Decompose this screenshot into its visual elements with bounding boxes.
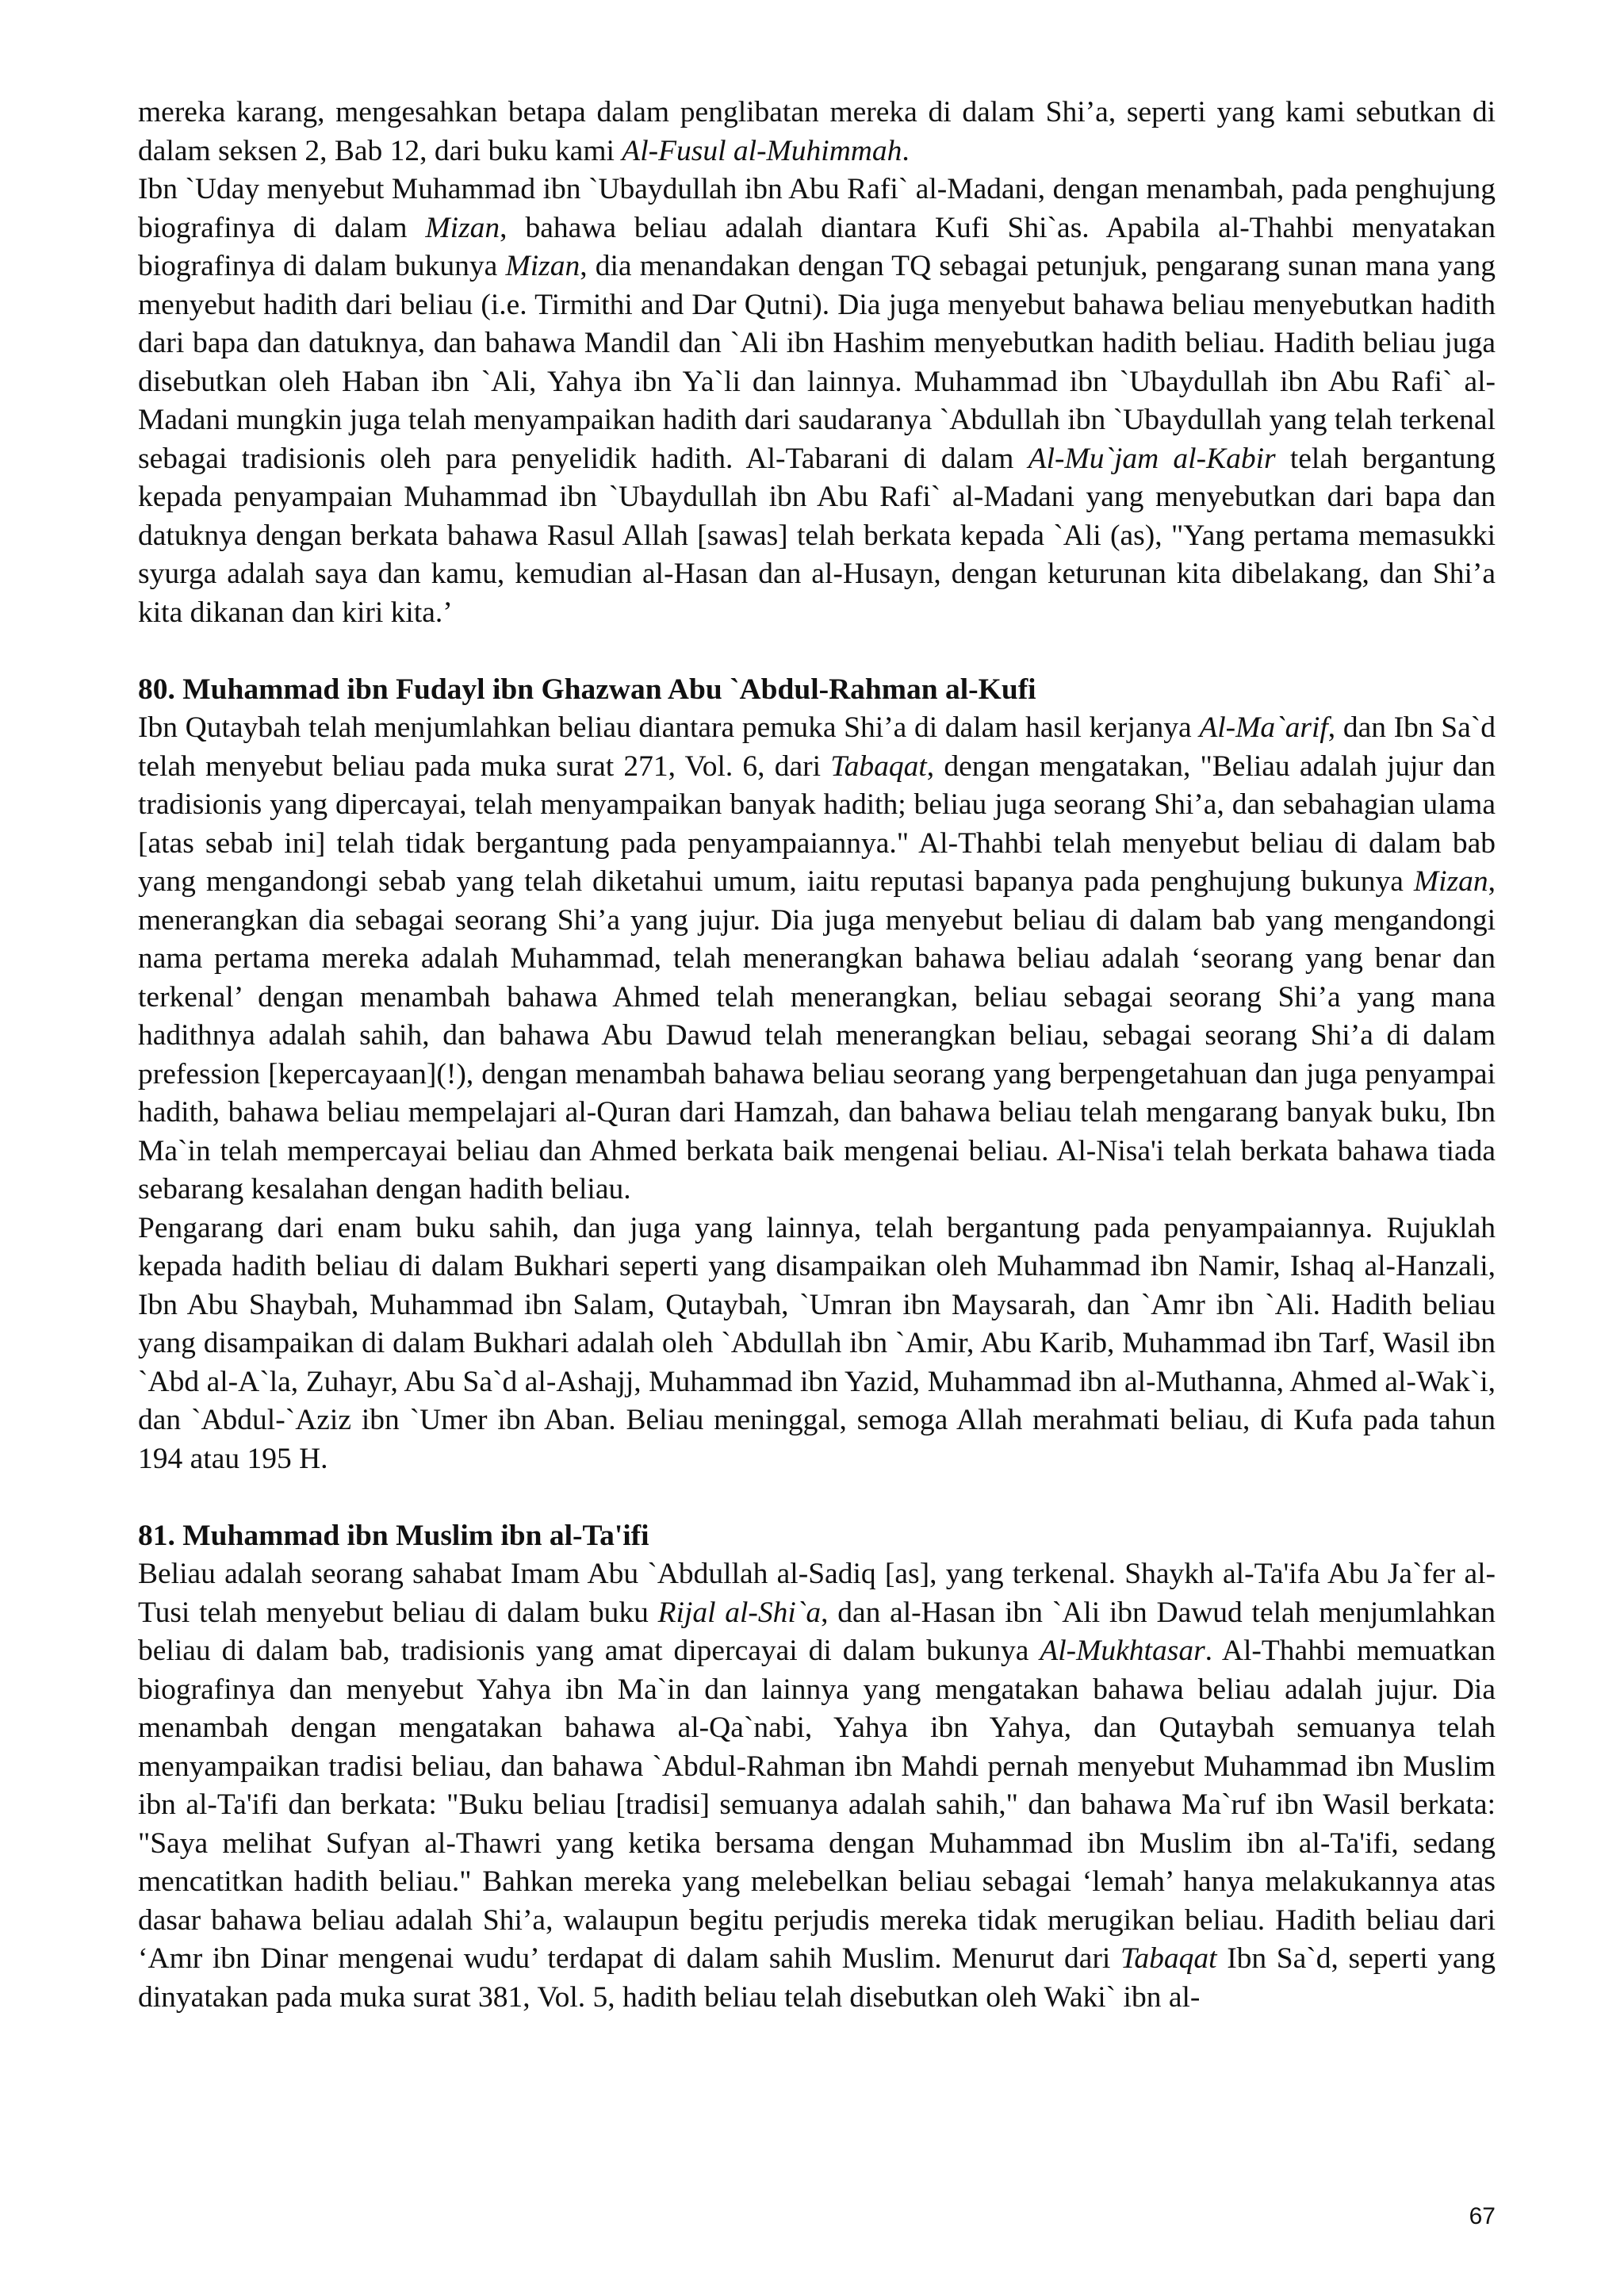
- section-heading-80: 80. Muhammad ibn Fudayl ibn Ghazwan Abu `Abdul-Rahman al-Kufi: [138, 673, 1036, 706]
- text-run: Pengarang dari enam buku sahih, dan juga yang lainnya, telah bergantung pada penyampaiannya. Rujuklah kepada hadith beliau di dalam Bukhari seperti yang disampaikan oleh Muhammad ibn Namir, Ishaq al-Hanzali, Ibn Abu Shaybah, Muhammad ibn Salam, Qutaybah, `Umran ibn Maysarah, dan `Amr ibn `Ali. Hadith beliau yang disampaikan di dalam Bukhari adalah oleh `Abdullah ibn `Amir, Abu Karib, Muhammad ibn Tarf, Wasil ibn `Abd al-A`la, Zuhayr, Abu Sa`d al-Ashajj, Muhammad ibn Yazid, Muhammad ibn al-Muthanna, Ahmed al-Wak`i, dan `Abdul-`Aziz ibn `Umer ibn Aban. Beliau meninggal, semoga Allah merahmati beliau, di Kufa pada tahun 194 atau 195 H.: [138, 1211, 1496, 1475]
- paragraph: [138, 171, 1496, 632]
- italic-title: Al-Fusul al-Muhimmah: [622, 134, 902, 167]
- italic-title: Mizan: [1413, 865, 1488, 898]
- text-run: , bahawa beliau adalah diantara Kufi Shi`as. Apabila al-Thahbi menyatakan biografinya di dalam bukunya: [138, 211, 1496, 282]
- paragraph: [138, 1209, 1496, 1479]
- document-body: [138, 94, 1496, 2017]
- text-run: Ibn Sa`d, seperti yang dinyatakan pada muka surat 381, Vol. 5, hadith beliau telah disebutkan oleh Waki` ibn al-: [138, 1942, 1496, 2014]
- italic-title: Al-Ma`arif: [1199, 711, 1328, 744]
- text-run: . Al-Thahbi memuatkan biografinya dan menyebut Yahya ibn Ma`in dan lainnya yang mengatakan bahawa beliau adalah jujur. Dia menambah dengan mengatakan bahawa al-Qa`nabi, Yahya ibn Yahya, dan Qutaybah semuanya telah menyampaikan tradisi beliau, dan bahawa `Abdul-Rahman ibn Mahdi pernah menyebut Muhammad ibn Muslim ibn al-Ta'ifi dan berkata: "Buku beliau [tradisi] semuanya adalah sahih," dan bahawa Ma`ruf ibn Wasil berkata: "Saya melihat Sufyan al-Thawri yang ketika bersama dengan Muhammad ibn Muslim ibn al-Ta'ifi, sedang mencatitkan hadith beliau." Bahkan mereka yang melebelkan beliau sebagai ‘lemah’ hanya melakukannya atas dasar bahawa beliau adalah Shi’a, walaupun begitu perjudis mereka tidak merugikan beliau. Hadith beliau dari ‘Amr ibn Dinar mengenai wudu’ terdapat di dalam sahih Muslim. Menurut dari: [138, 1635, 1496, 1975]
- text-run: , dan al-Hasan ibn `Ali ibn Dawud telah menjumlahkan beliau di dalam bab, tradisionis yang amat dipercayai di dalam bukunya: [138, 1596, 1496, 1667]
- text-run: .: [902, 134, 910, 167]
- section-81-body: [138, 1555, 1496, 2017]
- italic-title: Mizan: [425, 211, 500, 244]
- text-run: , dan Ibn Sa`d telah menyebut beliau pada muka surat 271, Vol. 6, dari: [138, 711, 1496, 783]
- italic-title: Al-Mukhtasar: [1040, 1635, 1205, 1667]
- intro-text: [138, 94, 1496, 632]
- text-run: mereka karang, mengesahkan betapa dalam penglibatan mereka di dalam Shi’a, seperti yang kami sebutkan di dalam seksen 2, Bab 12, dari buku kami: [138, 96, 1496, 167]
- page-number: 67: [1469, 2203, 1496, 2229]
- section-heading-81: 81. Muhammad ibn Muslim ibn al-Ta'ifi: [138, 1519, 649, 1552]
- italic-title: Tabaqat: [830, 749, 927, 783]
- text-run: , dia menandakan dengan TQ sebagai petunjuk, pengarang sunan mana yang menyebut hadith dari beliau (i.e. Tirmithi and Dar Qutni). Dia juga menyebut bahawa beliau menyebutkan hadith dari bapa dan datuknya, dan bahawa Mandil dan `Ali ibn Hashim menyebutkan hadith beliau. Hadith beliau juga disebutkan oleh Haban ibn `Ali, Yahya ibn Ya`li dan lainnya. Muhammad ibn `Ubaydullah ibn Abu Rafi` al-Madani mungkin juga telah menyampaikan hadith dari saudaranya `Abdullah ibn `Ubaydullah yang telah terkenal sebagai tradisionis oleh para penyelidik hadith. Al-Tabarani di dalam: [138, 250, 1496, 475]
- text-run: telah bergantung kepada penyampaian Muhammad ibn `Ubaydullah ibn Abu Rafi` al-Madani yang menyebutkan dari bapa dan datuknya dengan berkata bahawa Rasul Allah [sawas] telah berkata kepada `Ali (as), "Yang pertama memasukki syurga adalah saya dan kamu, kemudian al-Hasan dan al-Husayn, dengan keturunan kita dibelakang, dan Shi’a kita dikanan dan kiri kita.’: [138, 442, 1496, 629]
- italic-title: Mizan: [505, 250, 580, 282]
- text-run: Beliau adalah seorang sahabat Imam Abu `Abdullah al-Sadiq [as], yang terkenal. Shaykh al-Ta'ifa Abu Ja`fer al-Tusi telah menyebut beliau di dalam buku: [138, 1558, 1496, 1629]
- paragraph: [138, 709, 1496, 1209]
- paragraph: [138, 94, 1496, 171]
- italic-title: Tabaqat: [1120, 1942, 1217, 1975]
- section-80-body: [138, 709, 1496, 1478]
- text-run: , menerangkan dia sebagai seorang Shi’a yang jujur. Dia juga menyebut beliau di dalam bab yang mengandongi nama pertama mereka adalah Muhammad, telah menerangkan bahawa beliau adalah ‘seorang yang benar dan terkenal’ dengan menambah bahawa Ahmed telah menerangkan, beliau sebagai seorang Shi’a yang mana hadithnya adalah sahih, dan bahawa Abu Dawud telah menerangkan beliau, sebagai seorang Shi’a di dalam prefession [kepercayaan](!), dengan menambah bahawa beliau seorang yang berpengetahuan dan juga penyampai hadith, bahawa beliau mempelajari al-Quran dari Hamzah, dan bahawa beliau telah mengarang banyak buku, Ibn Ma`in telah mempercayai beliau dan Ahmed berkata baik mengenai beliau. Al-Nisa'i telah berkata bahawa tiada sebarang kesalahan dengan hadith beliau.: [138, 865, 1496, 1205]
- paragraph: [138, 1555, 1496, 2017]
- italic-title: Al-Mu`jam al-Kabir: [1028, 442, 1276, 475]
- text-run: , dengan mengatakan, "Beliau adalah jujur dan tradisionis yang dipercayai, telah menyampaikan banyak hadith; beliau juga seorang Shi’a, dan sebahagian ulama [atas sebab ini] telah tidak bergantung pada penyampaiannya." Al-Thahbi telah menyebut beliau di dalam bab yang mengandongi sebab yang telah diketahui umum, iaitu reputasi bapanya pada penghujung bukunya: [138, 749, 1496, 898]
- text-run: Ibn `Uday menyebut Muhammad ibn `Ubaydullah ibn Abu Rafi` al-Madani, dengan menambah, pada penghujung biografinya di dalam: [138, 173, 1496, 244]
- text-run: Ibn Qutaybah telah menjumlahkan beliau diantara pemuka Shi’a di dalam hasil kerjanya: [138, 711, 1200, 744]
- italic-title: Rijal al-Shi`a: [657, 1596, 822, 1629]
